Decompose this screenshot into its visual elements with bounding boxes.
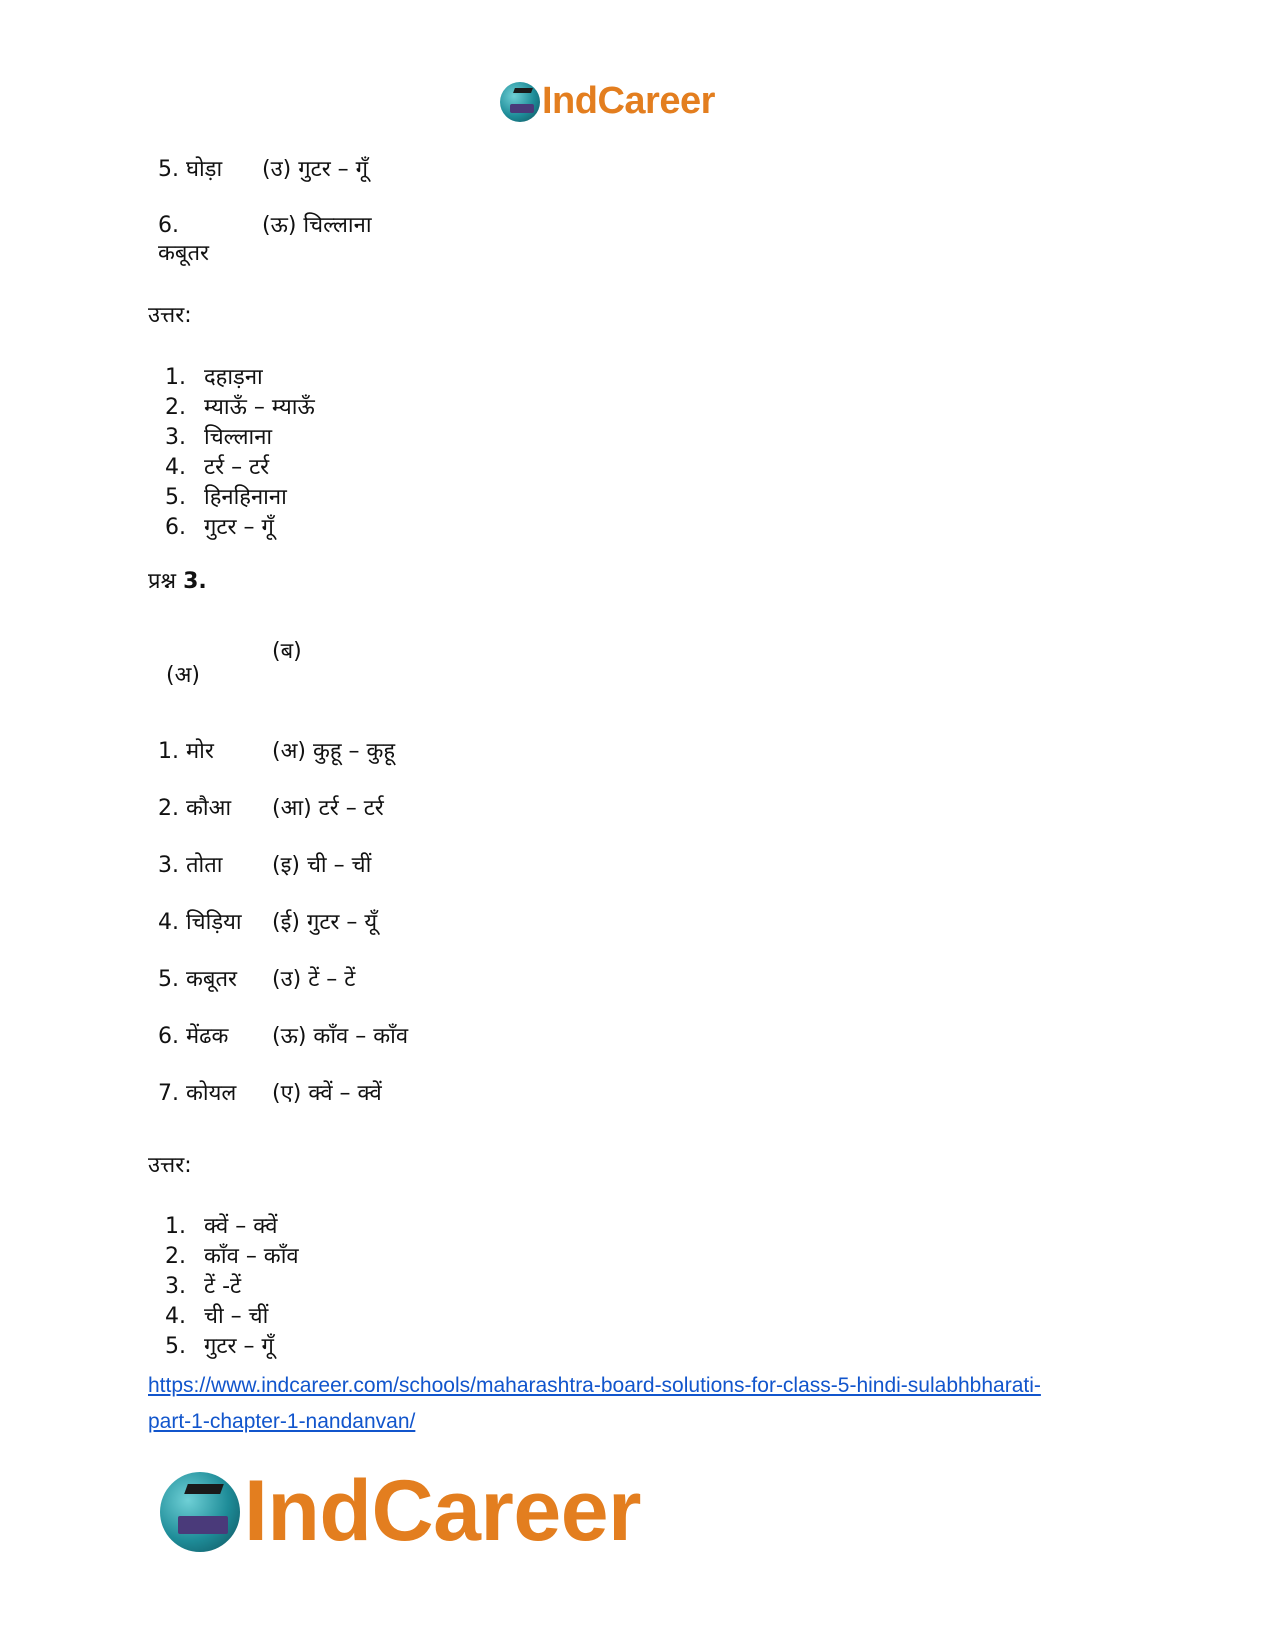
match-right: (ई) गुटर – यूँ [272, 910, 378, 935]
match-left: 6. मेंढक [158, 1024, 229, 1049]
footer-logo [160, 1462, 641, 1561]
answer-list [150, 363, 315, 543]
pair-left-continued: कबूतर [158, 241, 209, 266]
graduation-globe-icon [160, 1472, 240, 1552]
list-item: 2. म्याऊँ – म्याऊँ [165, 395, 315, 420]
list-item: 5. हिनहिनाना [165, 485, 287, 510]
list-item: 1. क्वें – क्वें [165, 1214, 278, 1239]
graduation-cap-shape [513, 88, 533, 93]
answer-heading: उत्तर: [148, 1153, 192, 1178]
book-shape [510, 104, 534, 113]
logo-text: IndCareer [244, 1463, 641, 1559]
list-item: 5. गुटर – गूँ [165, 1334, 274, 1359]
list-item: 4. ची – चीं [165, 1304, 269, 1329]
list-item: 6. गुटर – गूँ [165, 515, 274, 540]
graduation-globe-icon [500, 82, 540, 122]
list-item: 4. टर्र – टर्र [165, 455, 270, 480]
match-right: (इ) ची – चीं [272, 853, 372, 878]
column-header-a: (अ) [166, 663, 200, 688]
list-item: 3. टें -टें [165, 1274, 242, 1299]
match-left: 2. कौआ [158, 796, 232, 821]
logo-text: IndCareer [542, 80, 715, 122]
match-right: (ए) क्वें – क्वें [272, 1081, 382, 1106]
match-left: 4. चिड़िया [158, 910, 242, 935]
graduation-cap-shape [184, 1484, 224, 1494]
match-right: (ऊ) काँव – काँव [272, 1024, 409, 1049]
column-header-b: (ब) [272, 639, 302, 664]
match-left: 7. कोयल [158, 1081, 237, 1106]
pair-left: 6. [158, 213, 179, 238]
pair-right: (ऊ) चिल्लाना [262, 213, 372, 238]
match-right: (अ) कुहू – कुहू [272, 739, 396, 764]
source-link-line2[interactable]: part-1-chapter-1-nandanvan/ [148, 1410, 416, 1433]
source-link-line1[interactable]: https://www.indcareer.com/schools/maharashtra-board-solutions-for-class-5-hindi-sulabhbharati- [148, 1374, 1041, 1397]
match-right: (आ) टर्र – टर्र [272, 796, 384, 821]
match-left: 5. कबूतर [158, 967, 237, 992]
pair-left: 5. घोड़ा [158, 157, 223, 182]
match-left: 3. तोता [158, 853, 223, 878]
answer-heading: उत्तर: [148, 303, 192, 328]
answer-list [150, 1212, 299, 1362]
list-item: 1. दहाड़ना [165, 365, 263, 390]
header-logo [500, 80, 715, 123]
pair-right: (उ) गुटर – गूँ [262, 157, 369, 182]
list-item: 2. काँव – काँव [165, 1244, 299, 1269]
match-left: 1. मोर [158, 739, 214, 764]
match-right: (उ) टें – टें [272, 967, 356, 992]
book-shape [178, 1516, 228, 1534]
question-heading: प्रश्न 3. [148, 569, 207, 594]
list-item: 3. चिल्लाना [165, 425, 273, 450]
